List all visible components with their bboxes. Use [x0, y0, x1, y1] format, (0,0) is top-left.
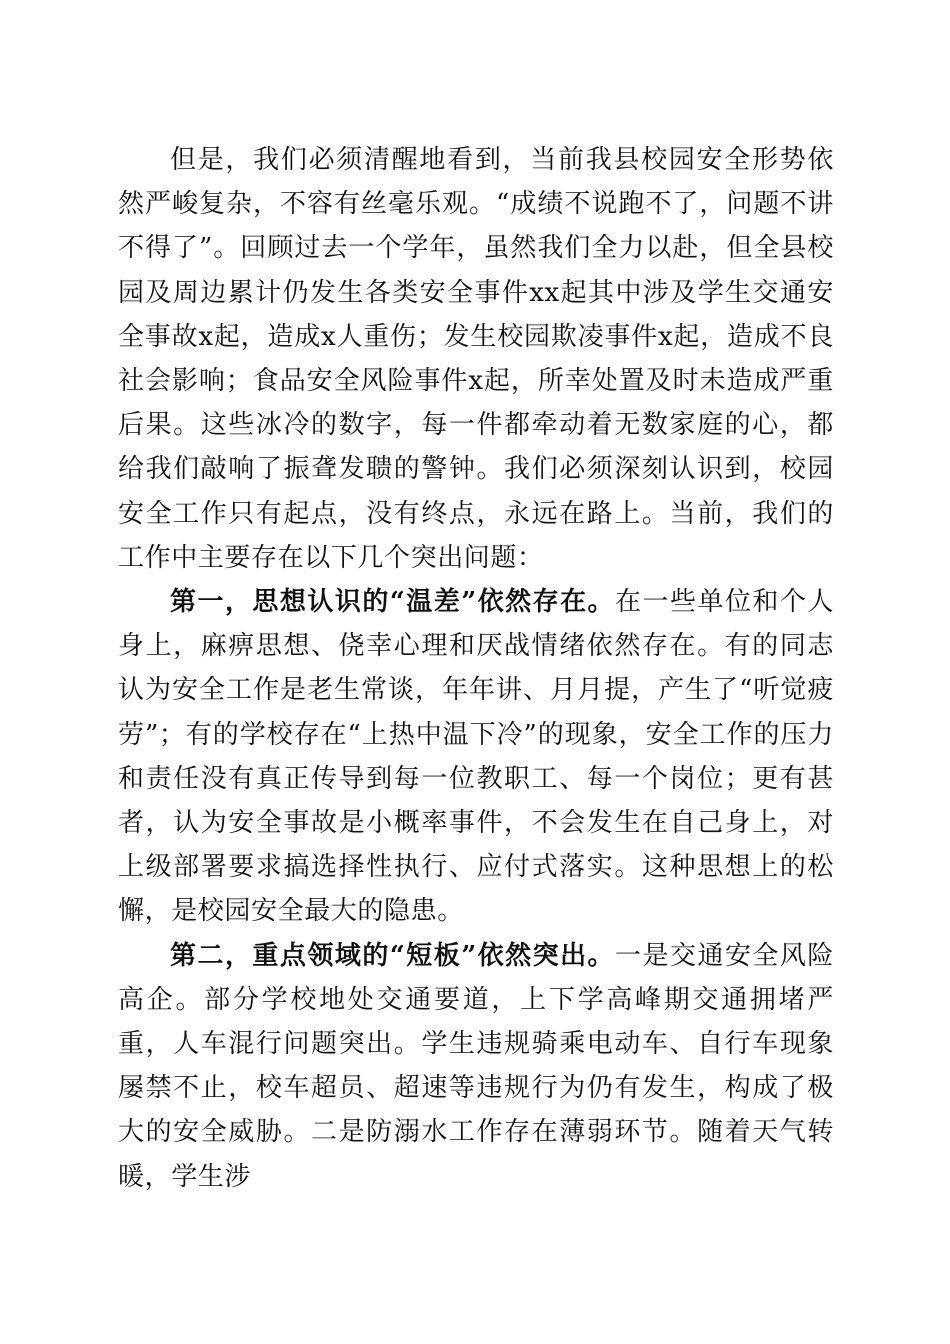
paragraph-2-lead: 第一，思想认识的“温差”依然存在。: [170, 587, 616, 618]
paragraph-3-lead: 第二，重点领域的“短板”依然突出。: [170, 940, 616, 971]
paragraph-1: [118, 138, 834, 580]
document-body: [118, 138, 834, 1199]
paragraph-3: [118, 934, 834, 1199]
paragraph-2-text: 在一些单位和个人身上，麻痹思想、侥幸心理和厌战情绪依然存在。有的同志认为安全工作是老生常谈，年年讲、月月提，产生了“听觉疲劳”；有的学校存在“上热中温下冷”的现象，安全工作的压力和责任没有真正传导到每一位教职工、每一个岗位；更有甚者，认为安全事故是小概率事件，不会发生在自己身上，对上级部署要求搞选择性执行、应付式落实。这种思想上的松懈，是校园安全最大的隐患。: [118, 587, 834, 927]
paragraph-1-text: 但是，我们必须清醒地看到，当前我县校园安全形势依然严峻复杂，不容有丝毫乐观。“成绩不说跑不了，问题不讲不得了”。回顾过去一个学年，虽然我们全力以赴，但全县校园及周边累计仍发生各类安全事件xx起其中涉及学生交通安全事故x起，造成x人重伤；发生校园欺凌事件x起，造成不良社会影响；食品安全风险事件x起，所幸处置及时未造成严重后果。这些冰冷的数字，每一件都牵动着无数家庭的心，都给我们敲响了振聋发聩的警钟。我们必须深刻认识到，校园安全工作只有起点，没有终点，永远在路上。当前，我们的工作中主要存在以下几个突出问题：: [118, 145, 834, 573]
paragraph-2: [118, 580, 834, 934]
paragraph-3-text: 一是交通安全风险高企。部分学校地处交通要道，上下学高峰期交通拥堵严重，人车混行问题突出。学生违规骑乘电动车、自行车现象屡禁不止，校车超员、超速等违规行为仍有发生，构成了极大的安全威胁。二是防溺水工作存在薄弱环节。随着天气转暖，学生涉: [118, 940, 834, 1192]
